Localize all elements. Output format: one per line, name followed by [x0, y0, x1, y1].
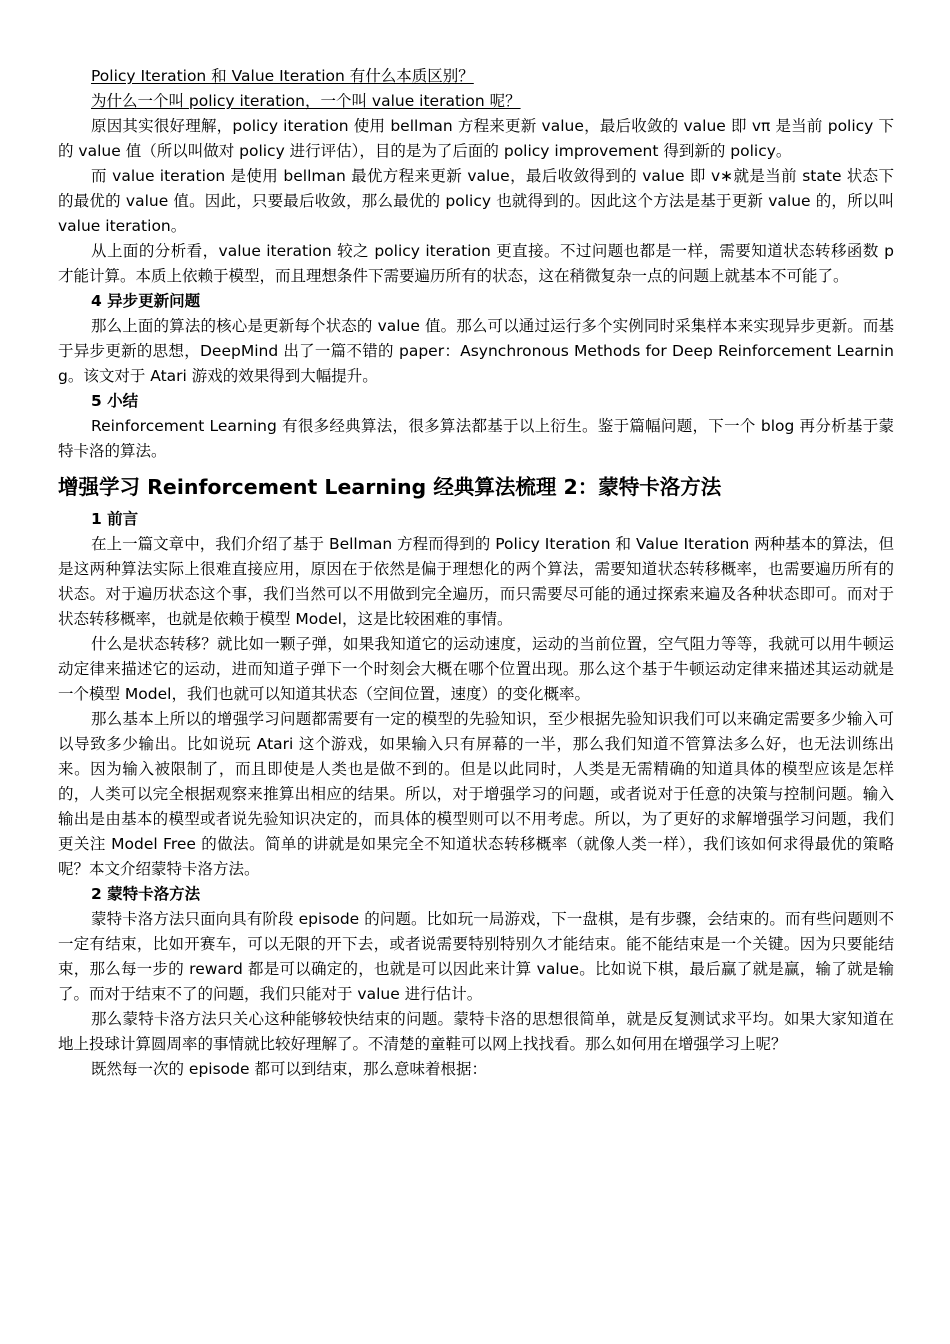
question-line-1: Policy Iteration 和 Value Iteration 有什么本质区别？: [91, 67, 474, 85]
section-heading-preface: 1 前言: [91, 510, 139, 528]
question-line-2: 为什么一个叫 policy iteration，一个叫 value iteration 呢？: [91, 92, 521, 110]
paragraph-summary: Reinforcement Learning 有很多经典算法，很多算法都基于以上衍生。鉴于篇幅问题，下一个 blog 再分析基于蒙特卡洛的算法。: [58, 417, 894, 460]
document-page: [58, 64, 894, 1082]
paragraph-monte-carlo-2: 那么蒙特卡洛方法只关心这种能够较快结束的问题。蒙特卡洛的思想很简单，就是反复测试求平均。如果大家知道在地上投球计算圆周率的事情就比较好理解了。不清楚的童鞋可以网上找找看。那么如何用在增强学习上呢？: [58, 1010, 894, 1053]
section-heading-async-update: 4 异步更新问题: [91, 292, 201, 310]
paragraph-preface-1: 在上一篇文章中，我们介绍了基于 Bellman 方程而得到的 Policy Iteration 和 Value Iteration 两种基本的算法，但是这两种算法实际上很难直接应用，原因在于依然是偏于理想化的两个算法，需要知道状态转移概率，也需要遍历所有的状态。对于遍历状态这个事，我们当然可以不用做到完全遍历，而只需要尽可能的通过探索来遍及各种状态即可。而对于状态转移概率，也就是依赖于模型 Model，这是比较困难的事情。: [58, 535, 894, 628]
article-title: 增强学习 Reinforcement Learning 经典算法梳理 2：蒙特卡洛方法: [58, 475, 722, 499]
paragraph-monte-carlo-3: 既然每一次的 episode 都可以到结束，那么意味着根据：: [91, 1060, 487, 1078]
section-heading-summary: 5 小结: [91, 392, 139, 410]
paragraph-comparison: 从上面的分析看，value iteration 较之 policy iteration 更直接。不过问题也都是一样，需要知道状态转移函数 p 才能计算。本质上依赖于模型，而且理想条件下需要遍历所有的状态，这在稍微复杂一点的问题上就基本不可能了。: [58, 242, 894, 285]
paragraph-async-update: 那么上面的算法的核心是更新每个状态的 value 值。那么可以通过运行多个实例同时采集样本来实现异步更新。而基于异步更新的思想，DeepMind 出了一篇不错的 paper：Asynchronous Methods for Deep Reinforcement Learning。该文对于 Atari 游戏的效果得到大幅提升。: [58, 317, 894, 385]
paragraph-preface-3: 那么基本上所以的增强学习问题都需要有一定的模型的先验知识，至少根据先验知识我们可以来确定需要多少输入可以导致多少输出。比如说玩 Atari 这个游戏，如果输入只有屏幕的一半，那么我们知道不管算法多么好，也无法训练出来。因为输入被限制了，而且即使是人类也是做不到的。但是以此同时，人类是无需精确的知道具体的模型应该是怎样的，人类可以完全根据观察来推算出相应的结果。所以，对于增强学习的问题，或者说对于任意的决策与控制问题。输入输出是由基本的模型或者说先验知识决定的，而具体的模型则可以不用考虑。所以，为了更好的求解增强学习问题，我们更关注 Model Free 的做法。简单的讲就是如果完全不知道状态转移概率（就像人类一样），我们该如何求得最优的策略呢？本文介绍蒙特卡洛方法。: [58, 710, 894, 878]
paragraph-monte-carlo-1: 蒙特卡洛方法只面向具有阶段 episode 的问题。比如玩一局游戏，下一盘棋，是有步骤，会结束的。而有些问题则不一定有结束，比如开赛车，可以无限的开下去，或者说需要特别特别久才能结束。能不能结束是一个关键。因为只要能结束，那么每一步的 reward 都是可以确定的，也就是可以因此来计算 value。比如说下棋，最后赢了就是赢，输了就是输了。而对于结束不了的问题，我们只能对于 value 进行估计。: [58, 910, 894, 1003]
paragraph-preface-2: 什么是状态转移？就比如一颗子弹，如果我知道它的运动速度，运动的当前位置，空气阻力等等，我就可以用牛顿运动定律来描述它的运动，进而知道子弹下一个时刻会大概在哪个位置出现。那么这个基于牛顿运动定律来描述其运动就是一个模型 Model，我们也就可以知道其状态（空间位置，速度）的变化概率。: [58, 635, 894, 703]
paragraph-policy-iteration: 原因其实很好理解，policy iteration 使用 bellman 方程来更新 value，最后收敛的 value 即 vπ 是当前 policy 下的 value 值（所以叫做对 policy 进行评估），目的是为了后面的 policy improvement 得到新的 policy。: [58, 117, 894, 160]
section-heading-monte-carlo: 2 蒙特卡洛方法: [91, 885, 201, 903]
paragraph-value-iteration: 而 value iteration 是使用 bellman 最优方程来更新 value，最后收敛得到的 value 即 v∗就是当前 state 状态下的最优的 value 值。因此，只要最后收敛，那么最优的 policy 也就得到的。因此这个方法是基于更新 value 的，所以叫 value iteration。: [58, 167, 894, 235]
